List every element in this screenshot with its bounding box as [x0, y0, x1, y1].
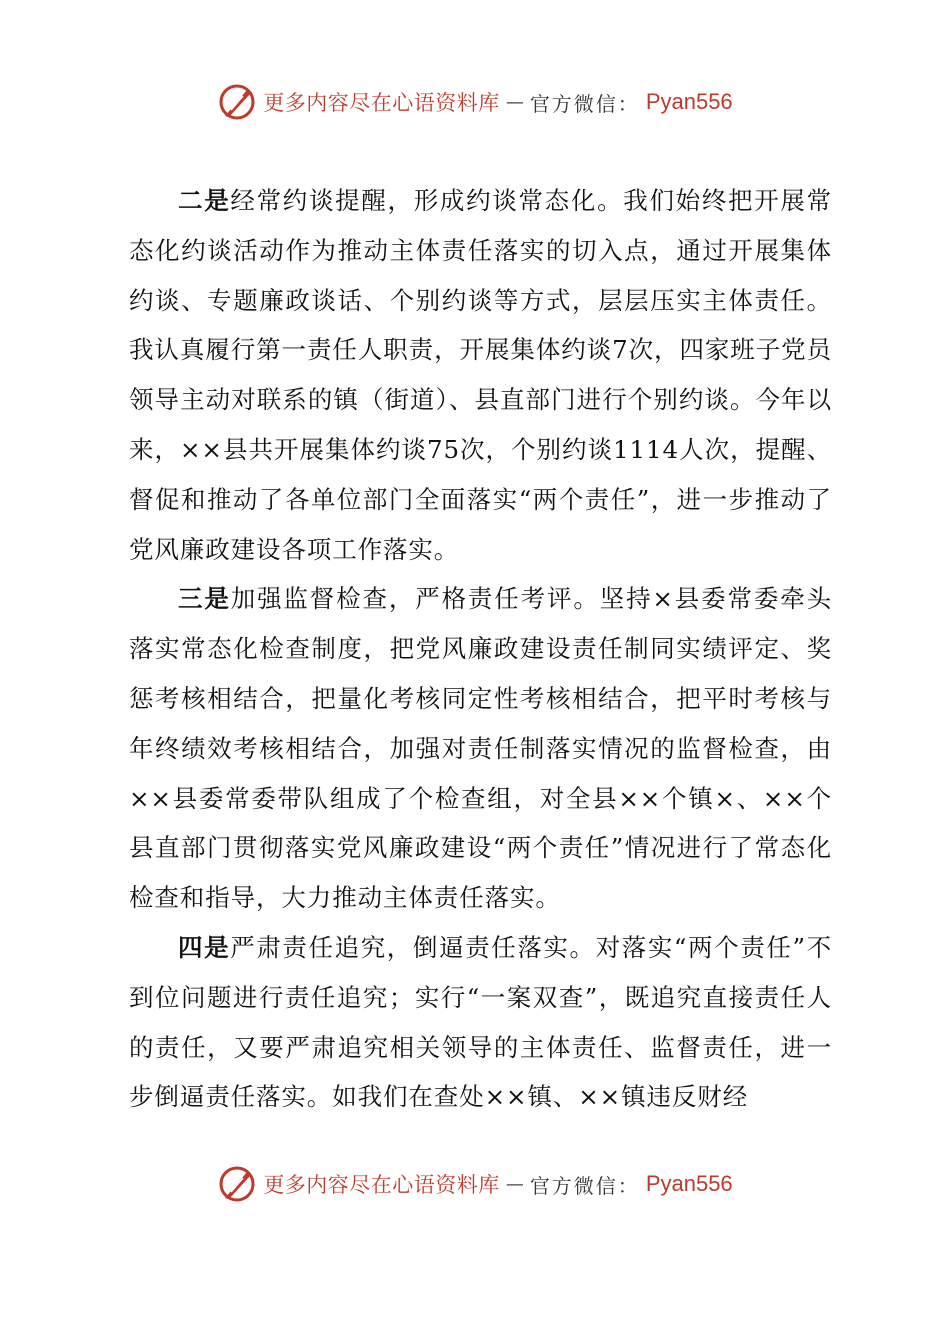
header-banner — [0, 80, 950, 124]
paragraph-lead: 二是 — [178, 186, 231, 215]
banner-wechat-id: Pyan556 — [645, 1171, 733, 1196]
paragraph-lead: 三是 — [178, 584, 231, 614]
footer-banner — [0, 1162, 950, 1206]
paragraph-text: 加强监督检查，严格责任考评。坚持×县委常委牵头落实常态化检查制度，把党风廉政建设责任制同实绩评定、奖惩考核相结合，把量化考核同定性考核相结合，把平时考核与年终绩效考核相结合，加强对责任制落实情况的监督检查，由××县委常委带队组成了个检查组，对全县××个镇×、××个县直部门贯彻落实党风廉政建设“两个责任”情况进行了常态化检查和指导，大力推动主体责任落实。 — [129, 584, 832, 913]
document-body — [129, 176, 832, 1122]
banner-separator: — — [505, 91, 524, 113]
banner-brand-text: 更多内容尽在心语资料库 — [263, 1173, 500, 1197]
paragraph-two — [129, 176, 832, 574]
paragraph-text: 严肃责任追究，倒逼责任落实。对落实“两个责任”不到位问题进行责任追究；实行“一案双查”，既追究直接责任人的责任，又要严肃追究相关领导的主体责任、监督责任，进一步倒逼责任落实。如我们在查处××镇、××镇违反财经 — [129, 932, 832, 1112]
quill-logo-icon — [217, 1164, 257, 1204]
banner-separator: — — [505, 1173, 524, 1195]
banner-wechat-label: 官方微信： — [529, 91, 640, 116]
paragraph-three — [129, 574, 832, 923]
banner-wechat-label: 官方微信： — [529, 1173, 640, 1198]
banner-wechat-id: Pyan556 — [645, 89, 733, 114]
paragraph-four — [129, 923, 832, 1122]
quill-logo-icon — [217, 82, 257, 122]
paragraph-text: 经常约谈提醒，形成约谈常态化。我们始终把开展常态化约谈活动作为推动主体责任落实的切入点，通过开展集体约谈、专题廉政谈话、个别约谈等方式，层层压实主体责任。我认真履行第一责任人职责，开展集体约谈7次，四家班子党员领导主动对联系的镇（街道）、县直部门进行个别约谈。今年以来，××县共开展集体约谈75次，个别约谈1114人次，提醒、督促和推动了各单位部门全面落实“两个责任”，进一步推动了党风廉政建设各项工作落实。 — [129, 186, 832, 564]
banner-brand-text: 更多内容尽在心语资料库 — [263, 91, 500, 115]
paragraph-lead: 四是 — [178, 932, 231, 962]
